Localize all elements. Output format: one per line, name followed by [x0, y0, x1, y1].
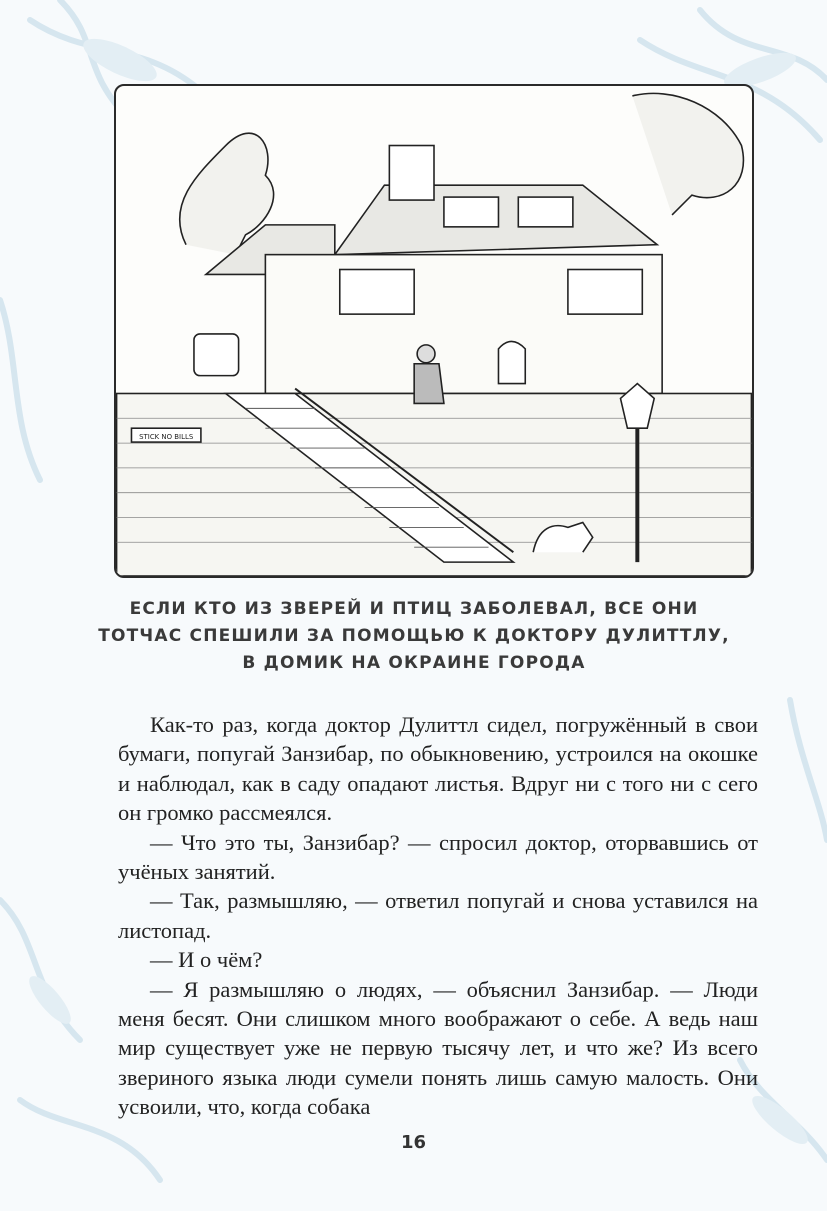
- house-drawing: [116, 86, 752, 576]
- paragraph: Как-то раз, когда доктор Дулиттл сидел, погружённый в свои бумаги, попугай Занзибар, по обыкновению, устроился на окошке и наблюдал, как в саду опадают листья. Вдруг ни с того ни с сего он громко рассмеялся.: [118, 712, 758, 826]
- chimney: [389, 146, 434, 201]
- paragraph: — Так, размышляю, — ответил попугай и снова уставился на листопад.: [118, 888, 758, 943]
- illustration-caption: [90, 596, 738, 677]
- paragraph: — Что это ты, Занзибар? — спросил доктор, оторвавшись от учёных занятий.: [118, 829, 758, 885]
- front-door: [498, 341, 525, 383]
- caption-line: ЕСЛИ КТО ИЗ ЗВЕРЕЙ И ПТИЦ ЗАБОЛЕВАЛ, ВСЕ ОНИ: [129, 599, 699, 619]
- page-number: 16: [400, 1132, 427, 1153]
- man-head: [417, 345, 435, 363]
- tree-right: [632, 93, 743, 215]
- story-text: [118, 710, 758, 1122]
- house-illustration: [114, 84, 754, 578]
- paragraph: — И о чём?: [150, 947, 263, 973]
- caption-line: ТОТЧАС СПЕШИЛИ ЗА ПОМОЩЬЮ К ДОКТОРУ ДУЛИТТЛУ,: [98, 626, 730, 646]
- caption-line: В ДОМИК НА ОКРАИНЕ ГОРОДА: [242, 653, 586, 673]
- paragraph: — Я размышляю о людях, — объяснил Занзибар. — Люди меня бесят. Они слишком много воображают о себе. А ведь наш мир существует уже не первую тысячу лет, и что же? Из всего звериного языка люди сумели понять лишь самую малость. Они усвоили, что, когда собака: [118, 976, 758, 1120]
- sign-text: STICK NO BILLS: [139, 433, 194, 442]
